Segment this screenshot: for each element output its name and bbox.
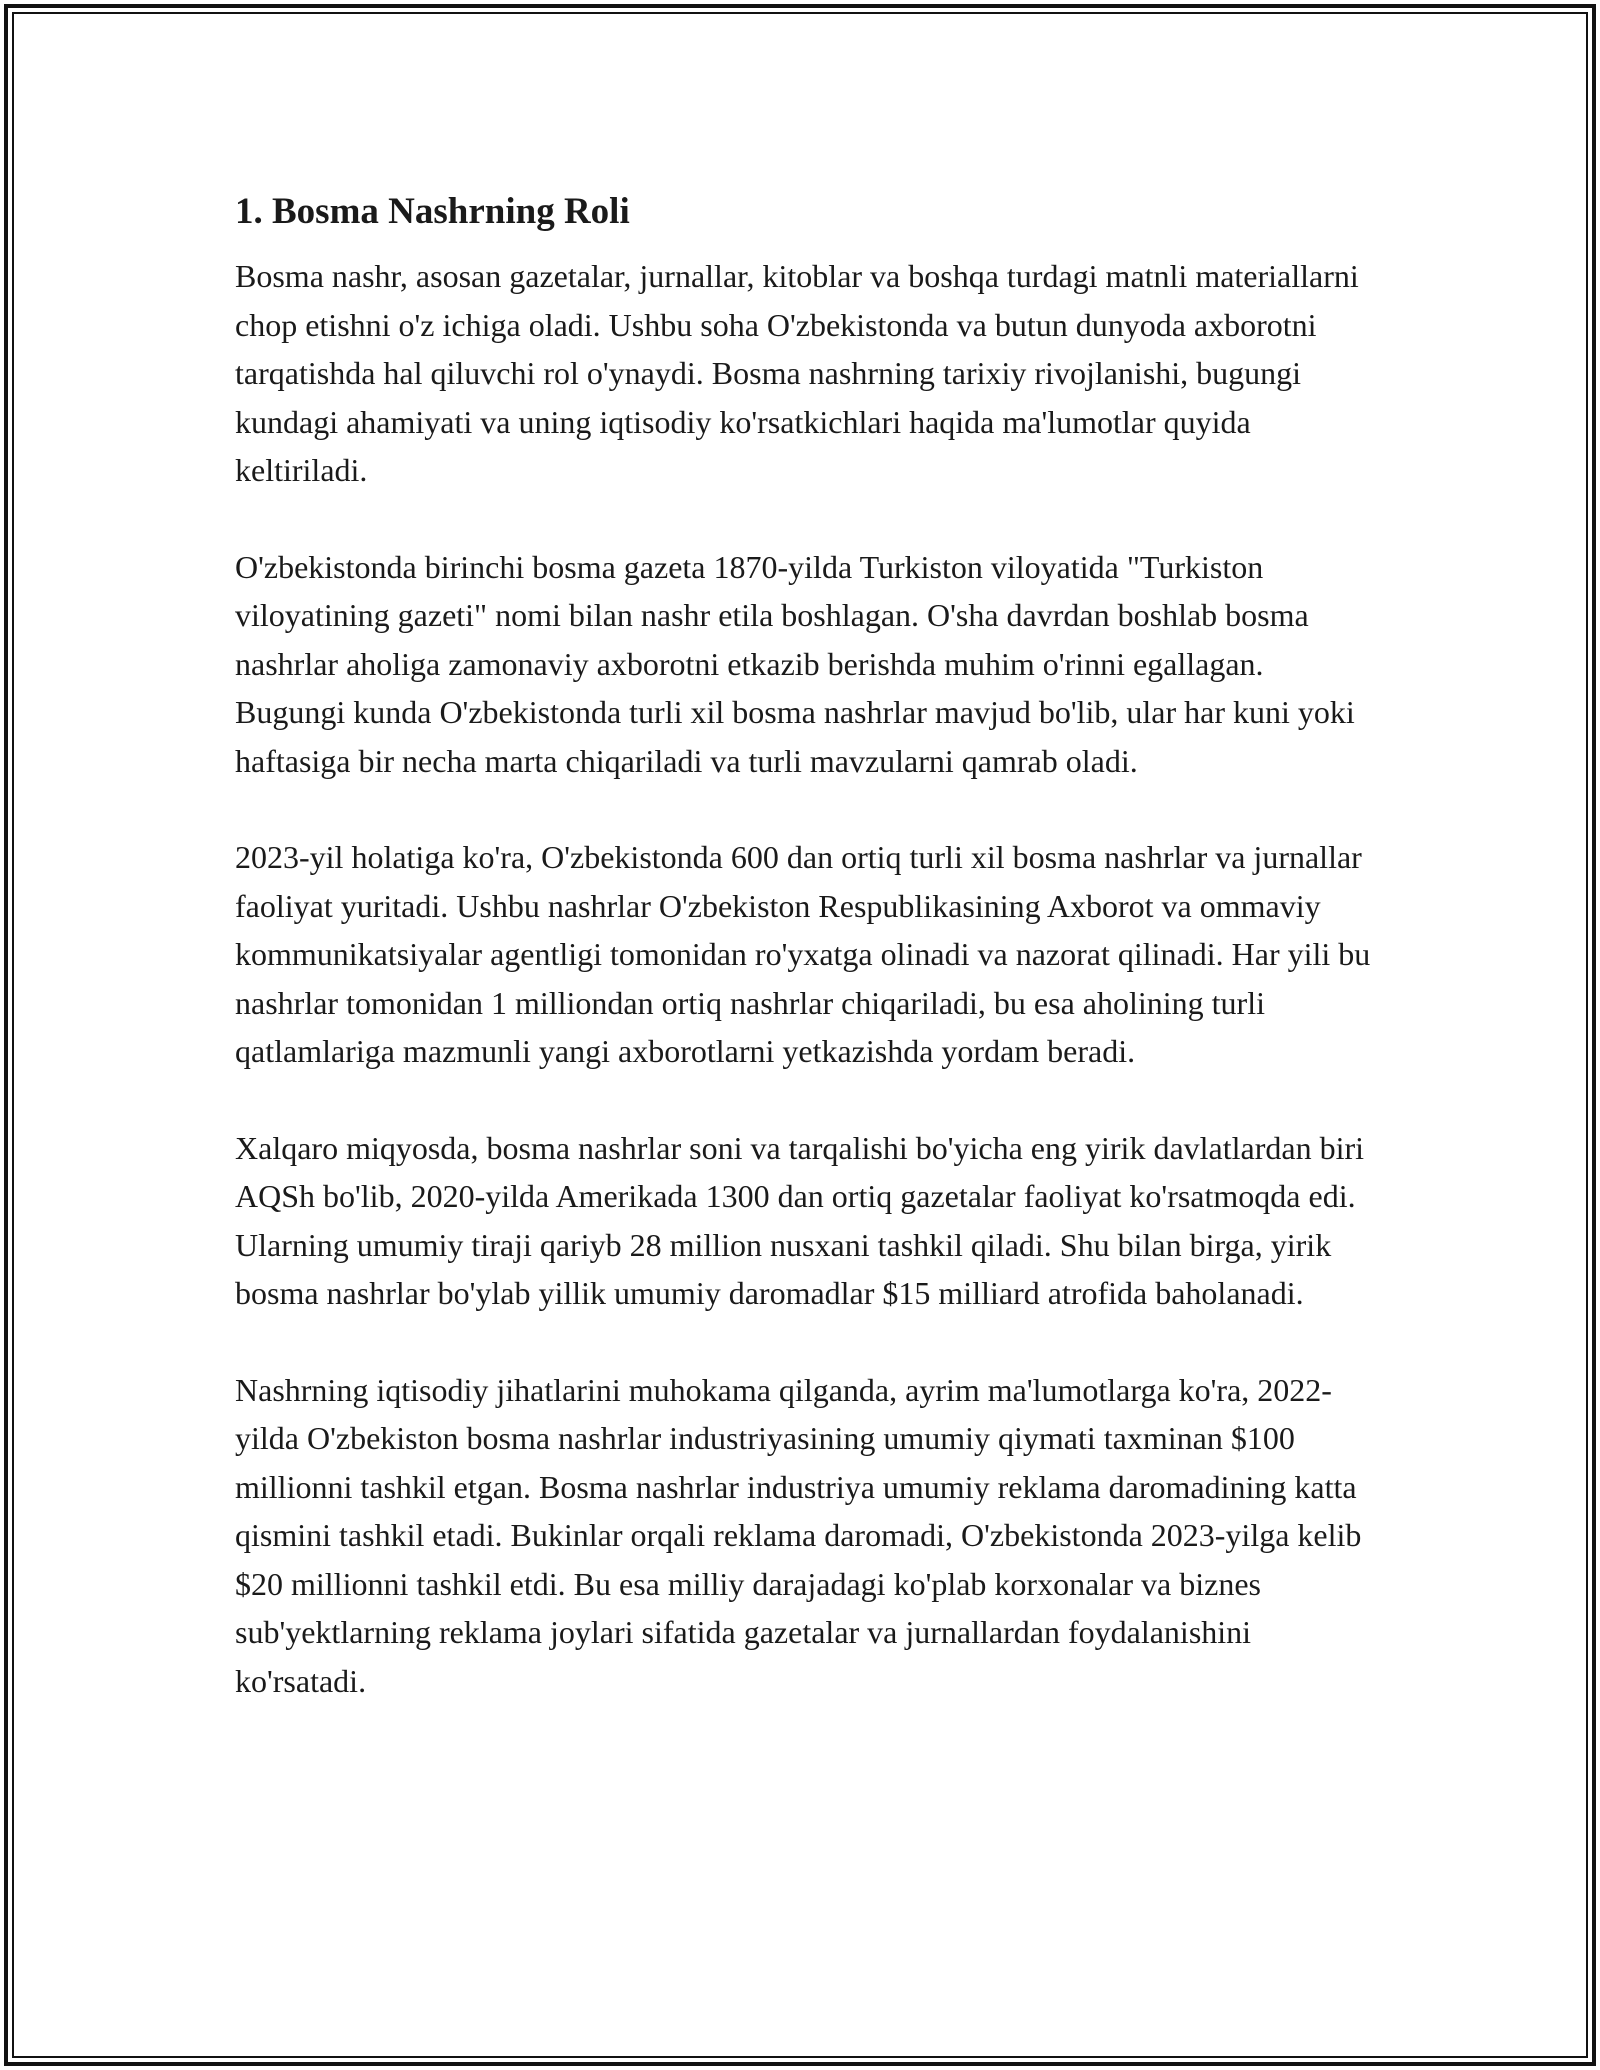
paragraph-intro: Bosma nashr, asosan gazetalar, jurnallar, kitoblar va boshqa turdagi matnli materiallarni chop etishni o'z ichiga oladi. Ushbu soha O'zbekistonda va butun dunyoda axborotni tarqatishda hal qiluvchi rol o'ynaydi. Bosma nashrning tarixiy rivojlanishi, bugungi kundagi ahamiyati va uning iqtisodiy ko'rsatkichlari haqida ma'lumotlar quyida keltiriladi.	[235, 258, 1359, 488]
paragraph-history: O'zbekistonda birinchi bosma gazeta 1870-yilda Turkiston viloyatida "Turkiston viloyatining gazeti" nomi bilan nashr etila boshlagan. O'sha davrdan boshlab bosma nashrlar aholiga zamonaviy axborotni etkazib berishda muhim o'rinni egallagan. Bugungi kunda O'zbekistonda turli xil bosma nashrlar mavjud bo'lib, ular har kuni yoki haftasiga bir necha marta chiqariladi va turli mavzularni qamrab oladi.	[235, 548, 1355, 779]
paragraph-statistics: 2023-yil holatiga ko'ra, O'zbekistonda 600 dan ortiq turli xil bosma nashrlar va jurnallar faoliyat yuritadi. Ushbu nashrlar O'zbekiston Respublikasining Axborot va ommaviy kommunikatsiyalar agentligi tomonidan ro'yxatga olinadi va nazorat qilinadi. Har yili bu nashrlar tomonidan 1 milliondan ortiq nashrlar chiqariladi, bu esa aholining turli qatlamlariga mazmunli yangi axborotlarni yetkazishda yordam beradi.	[235, 839, 1371, 1069]
paragraph-international: Xalqaro miqyosda, bosma nashrlar soni va tarqalishi bo'yicha eng yirik davlatlardan biri AQSh bo'lib, 2020-yilda Amerikada 1300 dan ortiq gazetalar faoliyat ko'rsatmoqda edi. Ularning umumiy tiraji qariyb 28 million nusxani tashkil qiladi. Shu bilan birga, yirik bosma nashrlar bo'ylab yillik umumiy daromadlar $15 milliard atrofida baholanadi.	[235, 1129, 1365, 1311]
section-heading: 1. Bosma Nashrning Roli	[235, 191, 630, 232]
paragraph-economics: Nashrning iqtisodiy jihatlarini muhokama qilganda, ayrim ma'lumotlarga ko'ra, 2022-yilda O'zbekiston bosma nashrlar industriyasining umumiy qiymati taxminan $100 millionni tashkil etgan. Bosma nashrlar industriya umumiy reklama daromadining katta qismini tashkil etadi. Bukinlar orqali reklama daromadi, O'zbekistonda 2023-yilga kelib $20 millionni tashkil etdi. Bu esa milliy darajadagi ko'plab korxonalar va biznes sub'yektlarning reklama joylari sifatida gazetalar va jurnallardan foydalanishini ko'rsatadi.	[235, 1371, 1362, 1699]
document-body	[235, 186, 1375, 1753]
